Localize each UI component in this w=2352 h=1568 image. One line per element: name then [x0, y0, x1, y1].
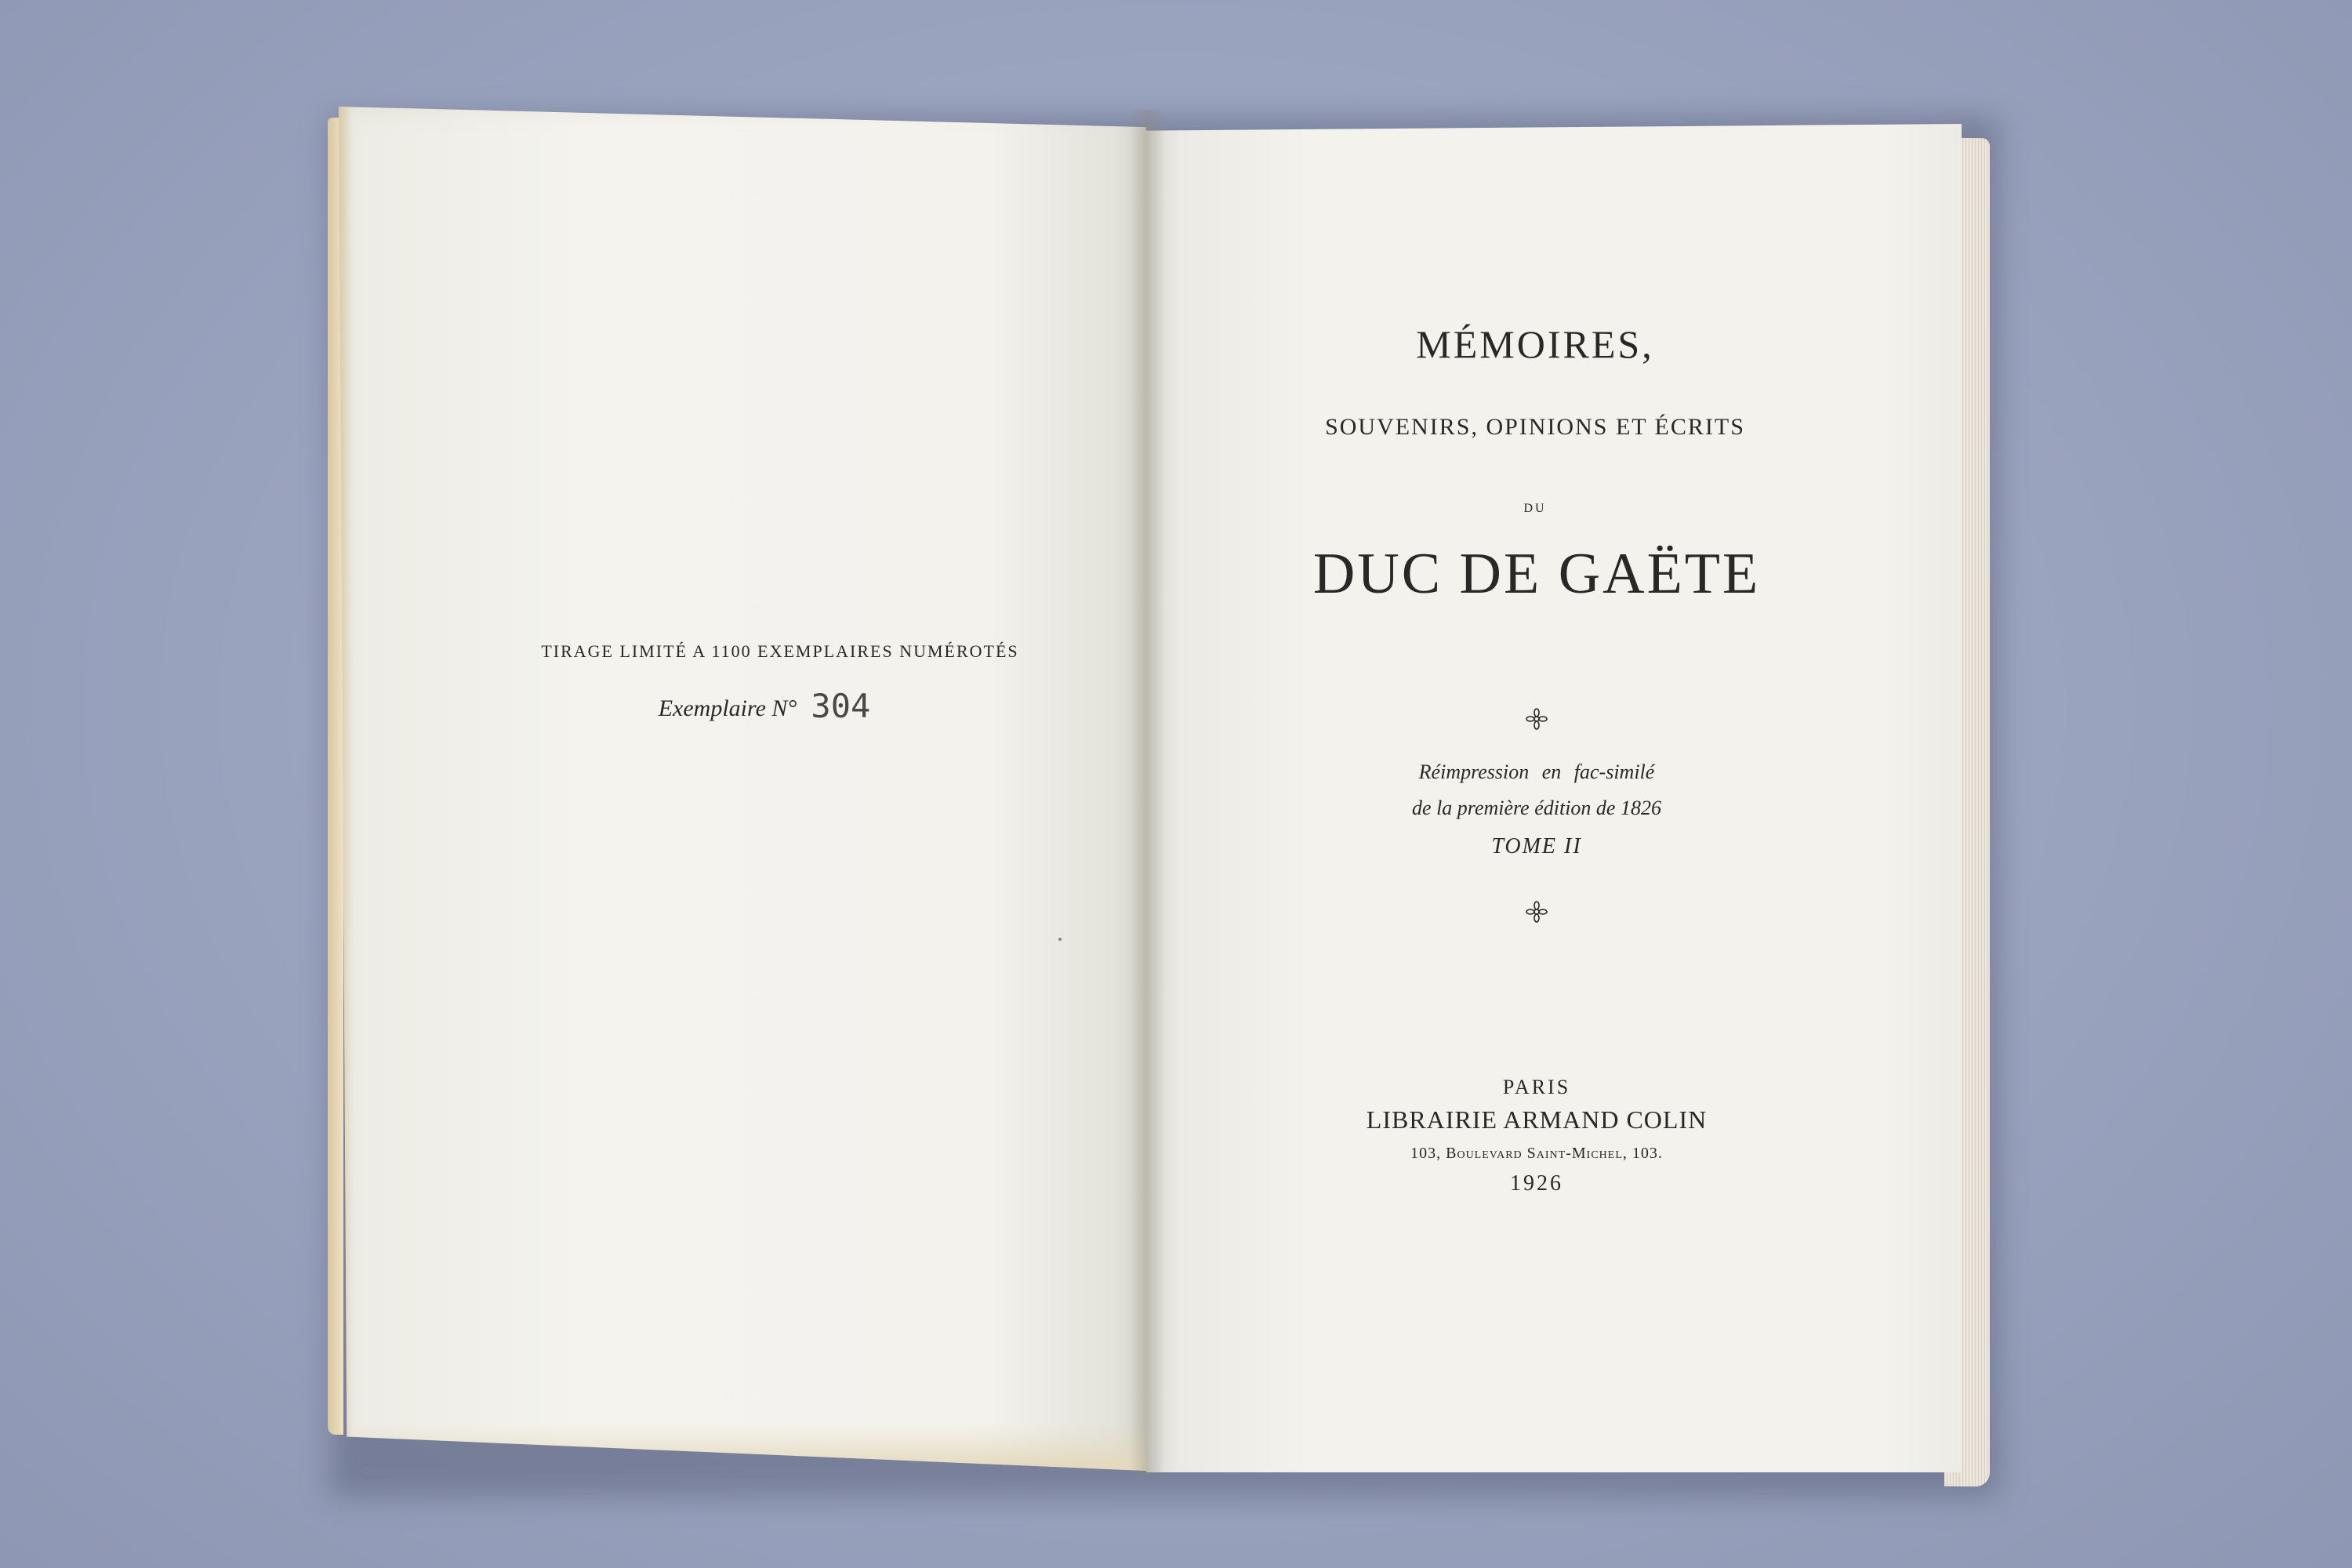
publication-city: PARIS [1502, 1076, 1571, 1098]
rosette-ornament-icon [1525, 707, 1548, 731]
reprint-notice-line2: de la première édition de 1826 [1412, 797, 1661, 819]
paper-speck [1058, 938, 1062, 941]
left-page [339, 107, 1146, 1471]
volume-label: TOME II [1491, 834, 1582, 858]
publisher-address: 103, Boulevard Saint-Michel, 103. [1410, 1145, 1663, 1162]
copy-number-line [659, 685, 871, 724]
reprint-notice-line1: Réimpression en fac-similé [1418, 760, 1655, 783]
title-connector: DU [1523, 502, 1547, 515]
book-title: MÉMOIRES, [1416, 322, 1654, 366]
copy-number-stamp: 304 [811, 687, 871, 725]
limited-edition-notice: TIRAGE LIMITÉ A 1100 EXEMPLAIRES NUMÉROTÉS [541, 641, 1019, 661]
author-name: DUC DE GAËTE [1312, 542, 1761, 606]
rosette-ornament-icon [1525, 900, 1548, 924]
book-subtitle: SOUVENIRS, OPINIONS ET ÉCRITS [1325, 414, 1745, 440]
book-gutter [1129, 110, 1165, 1474]
publication-year: 1926 [1510, 1171, 1563, 1196]
copy-label: Exemplaire N° [658, 695, 797, 721]
publisher-name: LIBRAIRIE ARMAND COLIN [1366, 1105, 1708, 1134]
